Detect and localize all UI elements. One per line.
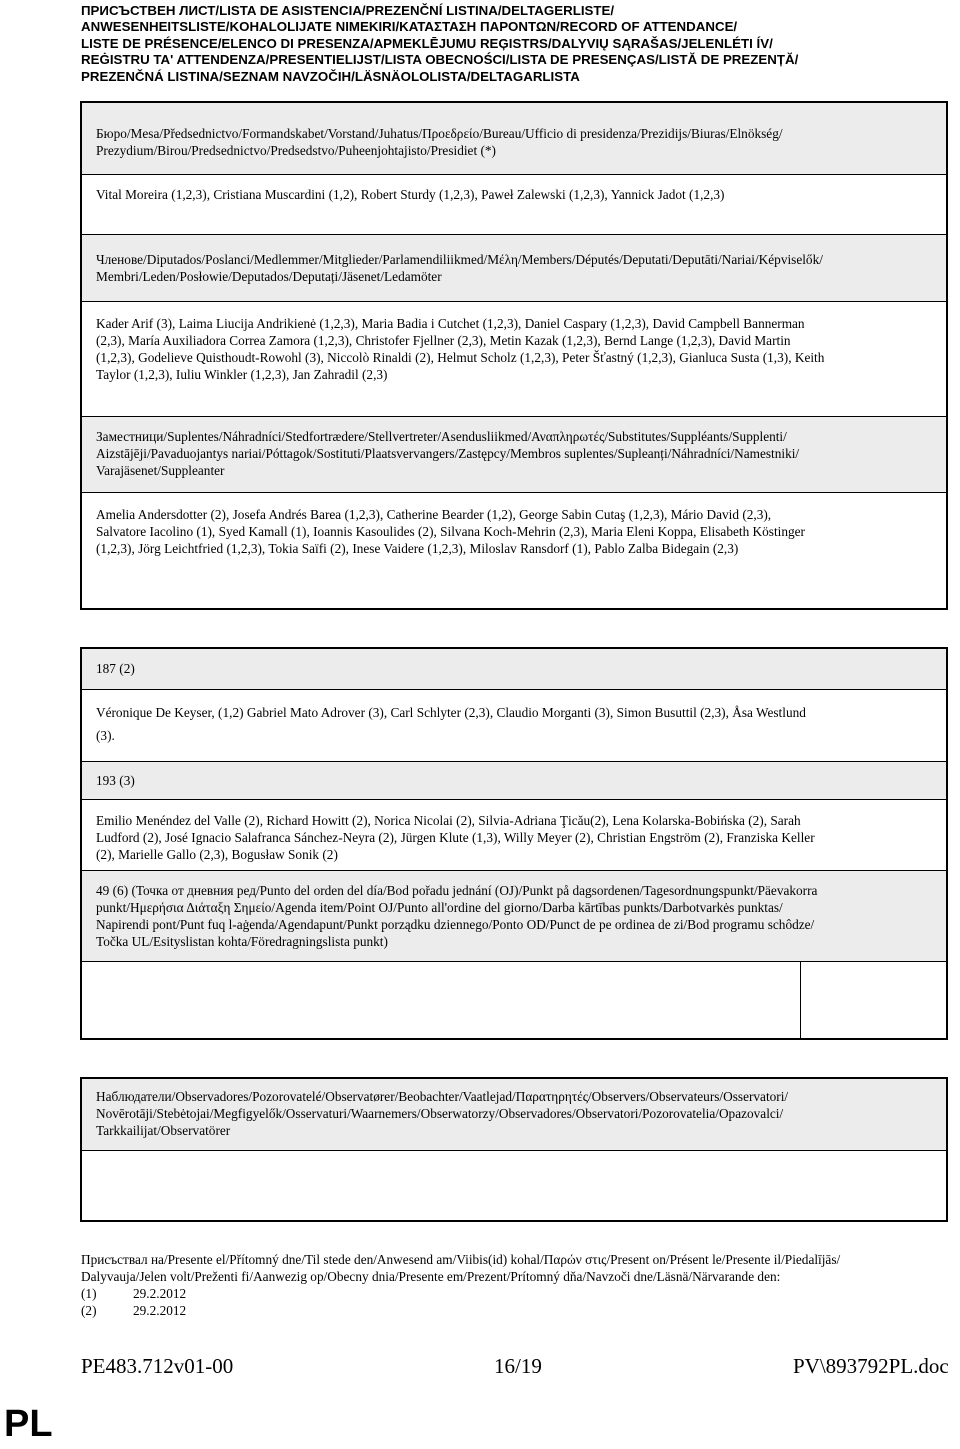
footer-reference: PE483.712v01-00 (81, 1354, 234, 1378)
rule187-names (82, 690, 946, 761)
substitutes-names (82, 493, 946, 557)
substitutes-names-line: Salvatore Iacolino (1), Syed Kamall (1), Ioannis Kasoulides (2), Silvana Koch-Mehrin (2,3), Maria Eleni Koppa, Elisabeth Köstinger (96, 524, 805, 539)
members-names-line: (1,2,3), Godelieve Quisthoudt-Rowohl (3), Niccolò Rinaldi (2), Helmut Scholz (1,2,3), Peter Šťastný (1,2,3), Gianluca Susta (1,3), Keith (96, 350, 825, 365)
rule187-heading (82, 649, 946, 690)
members-names-line: Taylor (1,2,3), Iuliu Winkler (1,2,3), Jan Zahradil (2,3) (96, 367, 388, 382)
substitutes-heading-line: Заместници/Suplentes/Náhradníci/Stedfortrædere/Stellvertreter/Asendusliikmed/Αναπληρωτές/Substitutes/Suppléants/Supplenti/ (96, 429, 787, 444)
observers-heading-line: Наблюдатели/Observadores/Pozorovatelé/Observatører/Beobachter/Vaatlejad/Παρατηρητές/Observers/Observateurs/Osservatori/ (96, 1089, 789, 1104)
attendance-box-rules (80, 647, 948, 1040)
members-names-line: Kader Arif (3), Laima Liucija Andrikienė (1,2,3), Maria Badia i Cutchet (1,2,3), Daniel Caspary (1,2,3), David Campbell Bannerman (96, 316, 805, 331)
rule193-names-line: (2), Marielle Gallo (2,3), Bogusław Sonik (2) (96, 847, 338, 862)
agenda-cells (82, 962, 946, 1038)
header-line: REĠISTRU TA' ATTENDENZA/PRESENTIELIJST/LISTA OBECNOŚCI/LISTA DE PRESENÇAS/LISTĂ DE PREZENȚĂ/ (81, 52, 799, 68)
present-date-row (81, 1285, 957, 1302)
members-heading (82, 234, 946, 302)
bureau-names (82, 175, 946, 234)
members-names (82, 302, 946, 416)
observers-heading-line: Novērotāji/Stebėtojai/Megfigyelők/Osservaturi/Waarnemers/Obserwatorzy/Observadores/Observatori/Pozorovatelia/Opazovalci/ (96, 1106, 784, 1121)
members-heading-line: Membri/Leden/Posłowie/Deputados/Deputați/Jäsenet/Ledamöter (96, 269, 442, 284)
rule193-names-line: Ludford (2), José Ignacio Salafranca Sánchez-Neyra (2), Jürgen Klute (1,3), Willy Meyer (2), Christian Engström (2), Franziska Keller (96, 830, 815, 845)
present-date-row (81, 1302, 957, 1319)
header-line: ANWESENHEITSLISTE/KOHALOLIJATE NIMEKIRI/ΚΑΤΑΣΤΑΣΗ ΠΑΡΟΝΤΩΝ/RECORD OF ATTENDANCE/ (81, 19, 738, 35)
substitutes-heading-line: Aizstājēji/Pavaduojantys nariai/Póttagok/Sostituti/Plaatsvervangers/Zastępcy/Membros suplentes/Supleanți/Náhradníci/Namestniki/ (96, 446, 800, 461)
bureau-names-line: Vital Moreira (1,2,3), Cristiana Muscardini (1,2), Robert Sturdy (1,2,3), Paweł Zalewski (1,2,3), Yannick Jadot (1,2,3) (96, 187, 725, 202)
observers-heading-line: Tarkkailijat/Observatörer (96, 1123, 231, 1138)
rule193-names (82, 800, 946, 870)
rule193-heading-text: 193 (3) (96, 773, 135, 788)
rule193-heading (82, 761, 946, 800)
header-line: LISTE DE PRÉSENCE/ELENCO DI PRESENZA/APMEKLĒJUMU REĢISTRS/DALYVIŲ SĄRAŠAS/JELENLÉTI ÍV/ (81, 35, 773, 51)
header-line: ПРИСЪСТВЕН ЛИСТ/LISTA DE ASISTENCIA/PREZENČNÍ LISTINA/DELTAGERLISTE/ (81, 3, 615, 18)
present-date-num: (1) (81, 1286, 97, 1301)
attendance-box-observers (80, 1077, 948, 1222)
agenda-heading-line: 49 (6) (Точка от дневния ред/Punto del orden del día/Bod pořadu jednání (OJ)/Punkt på dagsordenen/Tagesordnungspunkt/Päevakorra (96, 883, 818, 898)
header-line: PREZENČNÁ LISTINA/SEZNAM NAVZOČIH/LÄSNÄOLOLISTA/DELTAGARLISTA (81, 68, 580, 84)
agenda-heading-line: Točka UL/Esityslistan kohta/Föredragningslista punkt) (96, 934, 388, 949)
bureau-heading-line: Бюро/Mesa/Předsednictvo/Formandskabet/Vorstand/Juhatus/Προεδρείο/Bureau/Ufficio di presidenza/Prezidijs/Biuras/Elnökség/ (96, 126, 783, 141)
agenda-heading (82, 870, 946, 962)
attendance-box-main (80, 101, 948, 610)
rule187-names-line: (3). (96, 728, 115, 743)
present-on-section (81, 1251, 957, 1319)
footer-doc-name: PV\893792PL.doc (793, 1354, 949, 1378)
footer-page-number: 16/19 (494, 1354, 542, 1378)
substitutes-names-line: (1,2,3), Jörg Leichtfried (1,2,3), Tokia Saïfi (2), Inese Vaidere (1,2,3), Miloslav Ransdorf (1), Pablo Zalba Bidegain (2,3) (96, 541, 739, 556)
present-date-value: 29.2.2012 (133, 1303, 187, 1318)
substitutes-heading-line: Varajäsenet/Suppleanter (96, 463, 225, 478)
agenda-cell-divider (800, 962, 801, 1038)
page-header (81, 3, 951, 85)
rule187-heading-text: 187 (2) (96, 661, 135, 676)
members-names-line: (2,3), María Auxiliadora Correa Zamora (1,2,3), Christofer Fjellner (2,3), Metin Kazak (1,2,3), Bernd Lange (1,2,3), David Martin (96, 333, 791, 348)
rule193-names-line: Emilio Menéndez del Valle (2), Richard Howitt (2), Norica Nicolai (2), Silvia-Adriana Ţicău(2), Lena Kolarska-Bobińska (2), Sarah (96, 813, 801, 828)
rule187-names-line: Véronique De Keyser, (1,2) Gabriel Mato Adrover (3), Carl Schlyter (2,3), Claudio Morganti (3), Simon Busuttil (2,3), Åsa Westlund (96, 705, 806, 720)
substitutes-names-line: Amelia Andersdotter (2), Josefa Andrés Barea (1,2,3), Catherine Bearder (1,2), George Sabin Cutaş (1,2,3), Mário David (2,3), (96, 507, 772, 522)
bureau-heading (82, 103, 946, 175)
members-heading-line: Членове/Diputados/Poslanci/Medlemmer/Mitglieder/Parlamendiliikmed/Μέλη/Members/Députés/Deputati/Deputāti/Nariai/Képviselők/ (96, 252, 823, 267)
present-date-num: (2) (81, 1303, 97, 1318)
observers-heading (82, 1079, 946, 1151)
present-date-value: 29.2.2012 (133, 1286, 187, 1301)
substitutes-heading (82, 416, 946, 493)
present-on-line: Dalyvauja/Jelen volt/Preženti fi/Aanwezig op/Obecny dnia/Presente em/Prezent/Prítomný dňa/Navzoči dne/Läsnä/Närvarande den: (81, 1269, 781, 1284)
language-code: PL (4, 1403, 53, 1445)
bureau-heading-line: Prezydium/Birou/Predsednictvo/Predsedstvo/Puheenjohtajisto/Presidiet (*) (96, 143, 496, 158)
agenda-heading-line: punkt/Ημερήσια Διάταξη Σημείο/Agenda item/Point OJ/Punto all'ordine del giorno/Darba kārtības punkts/Darbotvarkės punktas/ (96, 900, 783, 915)
agenda-heading-line: Napirendi pont/Punt fuq l-aġenda/Agendapunt/Punkt porządku dziennego/Ponto OD/Punct de pe ordinea de zi/Bod programu schôdze/ (96, 917, 815, 932)
present-on-line: Присъствал на/Presente el/Přítomný dne/Til stede den/Anwesend am/Viibis(id) kohal/Παρών στις/Present on/Présent le/Presente il/Piedalījās/ (81, 1252, 841, 1267)
